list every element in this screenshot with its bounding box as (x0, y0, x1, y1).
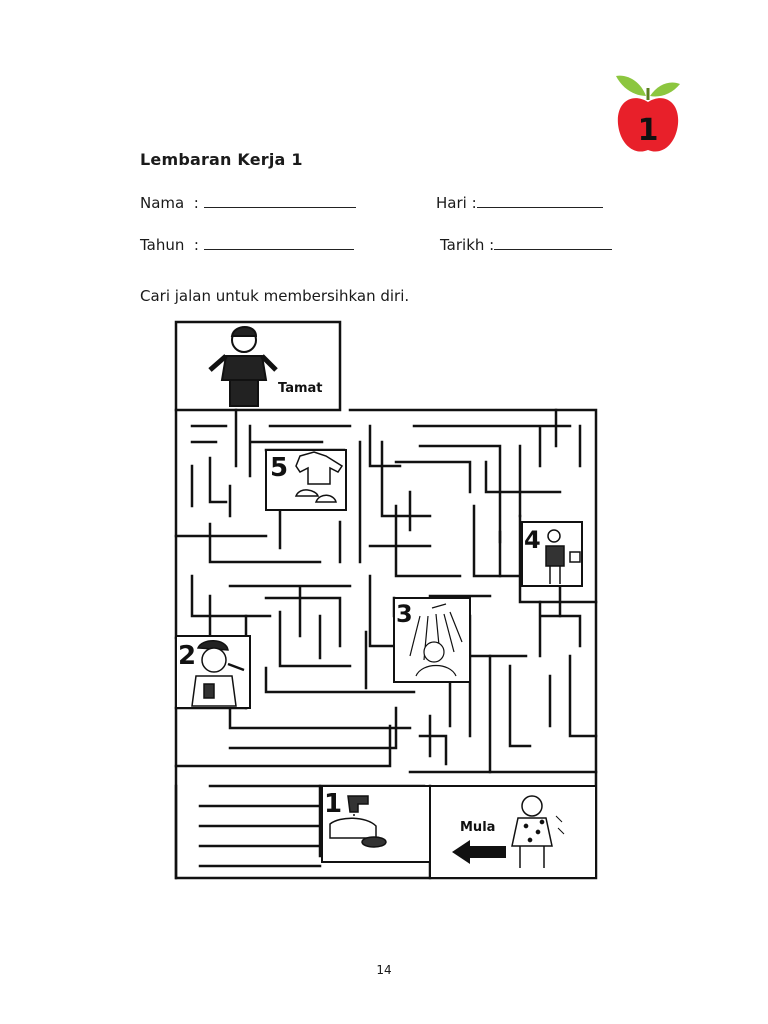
day-field[interactable] (436, 193, 603, 212)
year-label: Tahun : (140, 236, 204, 254)
worksheet-title: Lembaran Kerja 1 (140, 150, 303, 169)
step-4-number: 4 (524, 526, 541, 554)
date-label: Tarikh : (440, 236, 495, 254)
finish-label: Tamat (278, 381, 323, 396)
boy-icon (210, 327, 276, 406)
date-field[interactable] (440, 235, 612, 254)
start-label: Mula (460, 820, 496, 835)
maze[interactable] (170, 316, 602, 884)
day-label: Hari : (436, 194, 477, 212)
step-3-number: 3 (396, 600, 413, 628)
step-5-number: 5 (270, 453, 289, 483)
step-1-number: 1 (324, 789, 343, 819)
instruction-text: Cari jalan untuk membersihkan diri. (140, 287, 410, 305)
name-field[interactable] (140, 193, 356, 212)
name-label: Nama : (140, 194, 204, 212)
badge-number: 1 (637, 113, 659, 148)
apple-badge-icon (612, 66, 684, 158)
step-2-number: 2 (178, 641, 197, 671)
page-number: 14 (376, 963, 392, 977)
year-field[interactable] (140, 235, 354, 254)
